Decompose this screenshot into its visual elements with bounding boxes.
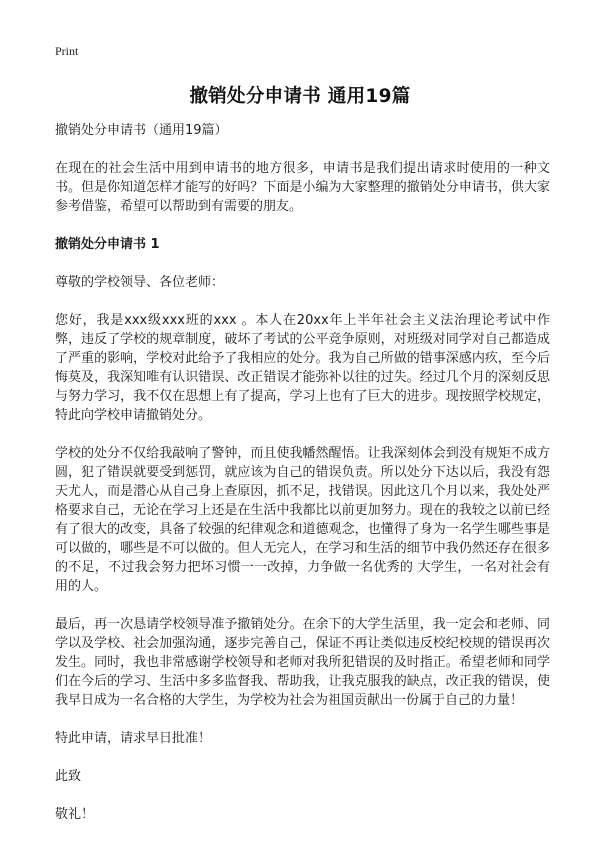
- document-subtitle: 撤销处分申请书（通用19篇）: [55, 123, 228, 138]
- closing-salute: 敬礼！: [55, 807, 95, 822]
- body-paragraph-3: 最后，再一次恳请学校领导准予撤销处分。在余下的大学生活里，我一定会和老师、同学以及学校、社会加强沟通，逐步完善自己，保证不再让类似违反校纪校规的错误再次发生。同时，我也非常感谢学校领导和老师对我所犯错误的及时指正。希望老师和同学们在今后的学习、生活中多多监督我、帮助我，让我克服我的缺点，改正我的错误，使我早日成为一名合格的大学生，为学校为社会为祖国贡献出一份属于自己的力量！: [55, 617, 550, 708]
- salutation: 尊敬的学校领导、各位老师：: [55, 275, 225, 290]
- body-paragraph-1: 您好，我是xxx级xxx班的xxx 。本人在20xx年上半年社会主义法治理论考试中作弊，违反了学校的规章制度，破坏了考试的公平竞争原则，对班级对同学对自己都造成了严重的影响，学校对此给予了我相应的处分。我为自己所做的错事深感内疚，至今后悔莫及，我深知唯有认识错误、改正错误才能弥补以往的过失。经过几个月的深刻反思与努力学习，我不仅在思想上有了提高，学习上也有了巨大的进步。现按照学校规定，特此向学校申请撤销处分。: [55, 313, 550, 423]
- section-heading: 撤销处分申请书 1: [55, 237, 160, 252]
- document-body: [55, 121, 550, 843]
- closing-phrase: 此致: [55, 769, 82, 784]
- document-title: 撤销处分申请书 通用19篇: [189, 86, 411, 107]
- body-paragraph-2: 学校的处分不仅给我敲响了警钟，而且使我幡然醒悟。让我深刻体会到没有规矩不成方圆，犯了错误就要受到惩罚，就应该为自己的错误负责。所以处分下达以后，我没有怨天尤人，而是潜心从自己身上查原因，抓不足，找错误。因此这几个月以来，我处处严格要求自己，无论在学习上还是在生活中我都比以前更加努力。现在的我较之以前已经有了很大的改变，具备了较强的纪律观念和道德观念，也懂得了身为一名学生哪些事是可以做的，哪些是不可以做的。但人无完人，在学习和生活的细节中我仍然还存在很多的不足，不过我会努力把坏习惯一一改掉，力争做一名优秀的 大学生，一名对社会有用的人。: [55, 446, 550, 594]
- print-link[interactable]: Print: [55, 44, 79, 58]
- closing-request: 特此申请，请求早日批准！: [55, 731, 212, 746]
- intro-paragraph: 在现在的社会生活中用到申请书的地方很多，申请书是我们提出请求时使用的一种文书。但是你知道怎样才能写的好吗？下面是小编为大家整理的撤销处分申请书，供大家参考借鉴，希望可以帮助到有需要的朋友。: [55, 161, 550, 214]
